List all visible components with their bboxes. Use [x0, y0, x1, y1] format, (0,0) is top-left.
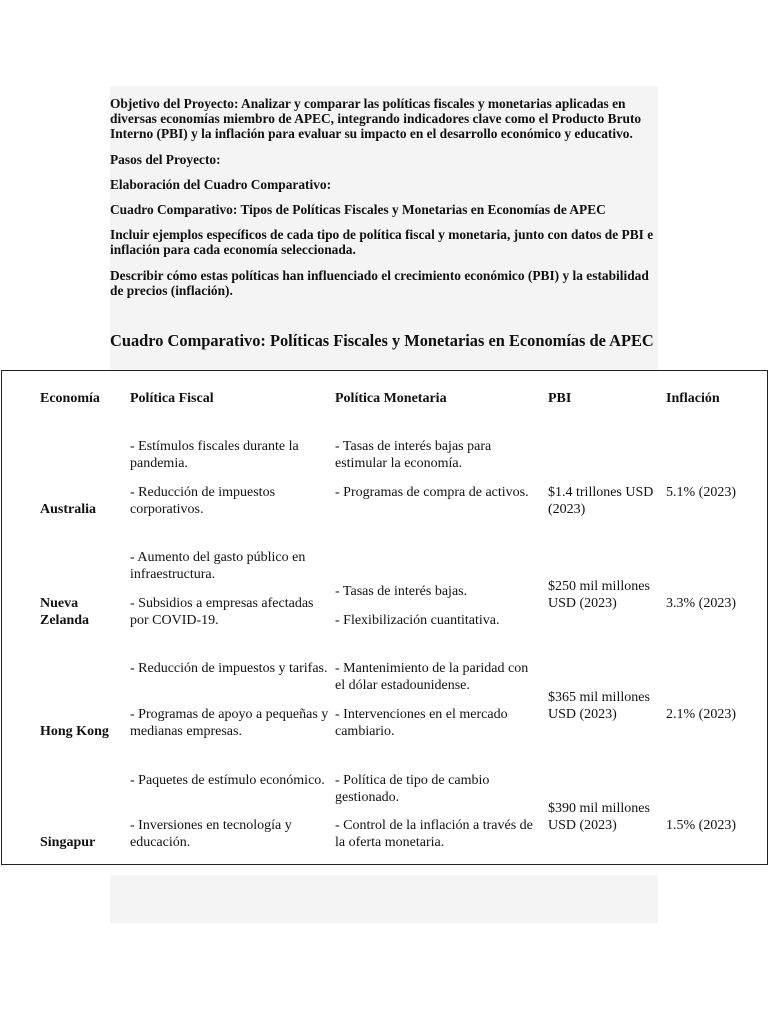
row-australia-pbi: $1.4 trillones USD (2023): [548, 485, 654, 517]
header-inflation: Inflación: [666, 391, 720, 406]
row-hong-kong-monetary-2: - Intervenciones en el mercado cambiario.: [335, 707, 508, 739]
row-australia-inflation: 5.1% (2023): [666, 485, 736, 500]
row-hong-kong-monetary-1: - Mantenimiento de la paridad con el dólar estadounidense.: [335, 661, 529, 693]
header-economy: Economía: [40, 391, 100, 406]
project-steps-title: Pasos del Proyecto:: [110, 151, 221, 167]
section-heading: Cuadro Comparativo: Políticas Fiscales y Monetarias en Economías de APEC: [110, 331, 654, 350]
row-hong-kong-inflation: 2.1% (2023): [666, 707, 736, 722]
row-nueva-zelanda-economy: Nueva Zelanda: [40, 596, 90, 628]
step-table-title: Cuadro Comparativo: Tipos de Políticas Fiscales y Monetarias en Economías de APEC: [110, 202, 606, 218]
row-hong-kong-pbi: $365 mil millones USD (2023): [548, 690, 650, 722]
row-australia-monetary-2: - Programas de compra de activos.: [335, 485, 529, 500]
row-hong-kong-fiscal-1: - Reducción de impuestos y tarifas.: [130, 661, 328, 676]
row-australia-fiscal-2: - Reducción de impuestos corporativos.: [130, 485, 276, 517]
row-nueva-zelanda-fiscal-1: - Aumento del gasto público en infraestructura.: [130, 550, 306, 582]
row-australia-monetary-1: - Tasas de interés bajas para estimular la economía.: [335, 439, 492, 471]
intro-section: [110, 96, 662, 308]
footer-background: [110, 875, 658, 923]
row-nueva-zelanda-pbi: $250 mil millones USD (2023): [548, 579, 650, 611]
row-hong-kong-fiscal-2: - Programas de apoyo a pequeñas y medianas empresas.: [130, 707, 329, 739]
step-examples: Incluir ejemplos específicos de cada tipo de política fiscal y monetaria, junto con datos de PBI e inflación para cada economía seleccionada.: [110, 227, 654, 258]
row-nueva-zelanda-monetary-2: - Flexibilización cuantitativa.: [335, 613, 500, 628]
header-monetary-policy: Política Monetaria: [335, 391, 447, 406]
row-singapur-inflation: 1.5% (2023): [666, 818, 736, 833]
row-singapur-pbi: $390 mil millones USD (2023): [548, 801, 650, 833]
row-australia-fiscal-1: - Estímulos fiscales durante la pandemia.: [130, 439, 299, 471]
row-singapur-monetary-2: - Control de la inflación a través de la oferta monetaria.: [335, 818, 533, 850]
step-elaboration: Elaboración del Cuadro Comparativo:: [110, 176, 332, 192]
row-singapur-fiscal-1: - Paquetes de estímulo económico.: [130, 773, 325, 788]
header-fiscal-policy: Política Fiscal: [130, 391, 214, 406]
row-nueva-zelanda-fiscal-2: - Subsidios a empresas afectadas por COVID-19.: [130, 596, 314, 628]
row-hong-kong-economy: Hong Kong: [40, 724, 109, 739]
row-singapur-fiscal-2: - Inversiones en tecnología y educación.: [130, 818, 292, 850]
comparison-table: [1, 370, 768, 865]
row-singapur-economy: Singapur: [40, 835, 96, 850]
step-describe: Describir cómo estas políticas han influenciado el crecimiento económico (PBI) y la estabilidad de precios (inflación).: [110, 267, 649, 298]
row-australia-economy: Australia: [40, 502, 96, 517]
project-objective: Objetivo del Proyecto: Analizar y comparar las políticas fiscales y monetarias aplicadas en diversas economías miembro de APEC, integrando indicadores clave como el Producto Bruto Interno (PBI) y la inflación para evaluar su impacto en el desarrollo económico y educativo.: [110, 96, 642, 142]
header-pbi: PBI: [548, 391, 572, 406]
row-nueva-zelanda-inflation: 3.3% (2023): [666, 596, 736, 611]
row-nueva-zelanda-monetary-1: - Tasas de interés bajas.: [335, 584, 468, 599]
row-singapur-monetary-1: - Política de tipo de cambio gestionado.: [335, 773, 490, 805]
